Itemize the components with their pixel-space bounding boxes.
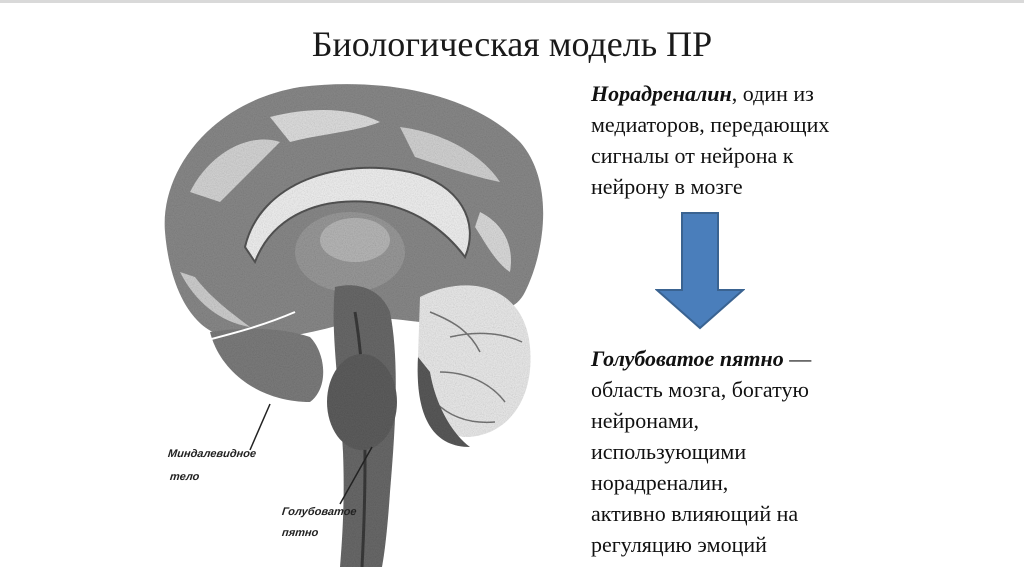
definition2-line-1-rest: — <box>783 346 812 371</box>
definition2-line-1 <box>591 343 891 374</box>
slide-title: Биологическая модель ПР <box>311 24 713 64</box>
definition-line-1 <box>591 78 891 109</box>
definition2-line-7: регуляцию эмоций <box>591 532 767 557</box>
definition-line-1-rest: , один из <box>731 81 814 106</box>
definition-line-2: медиаторов, передающих <box>591 112 830 137</box>
definition2-line-2: область мозга, богатую <box>591 377 809 402</box>
definition-line-4: нейрону в мозге <box>591 174 743 199</box>
label-amygdala-line2: тело <box>169 471 200 483</box>
top-rule <box>0 0 1024 3</box>
definition2-line-4: использующими <box>591 439 747 464</box>
term-noradrenaline: Норадреналин <box>591 81 732 106</box>
label-locus-coeruleus: Голубоватое <box>281 506 358 518</box>
definition2-line-6: активно влияющий на <box>591 501 799 526</box>
label-amygdala: Миндалевидное <box>167 448 257 460</box>
locus-coeruleus-definition <box>591 343 891 560</box>
brain-illustration <box>150 72 560 567</box>
label-locus-coeruleus-line2: пятно <box>281 527 319 539</box>
definition-line-3: сигналы от нейрона к <box>591 143 794 168</box>
definition2-line-5: норадреналин, <box>591 470 729 495</box>
term-locus-coeruleus: Голубоватое пятно <box>591 346 784 371</box>
definition2-line-3: нейронами, <box>591 408 700 433</box>
noradrenaline-definition <box>591 78 891 202</box>
arrow-down-icon <box>655 212 745 330</box>
